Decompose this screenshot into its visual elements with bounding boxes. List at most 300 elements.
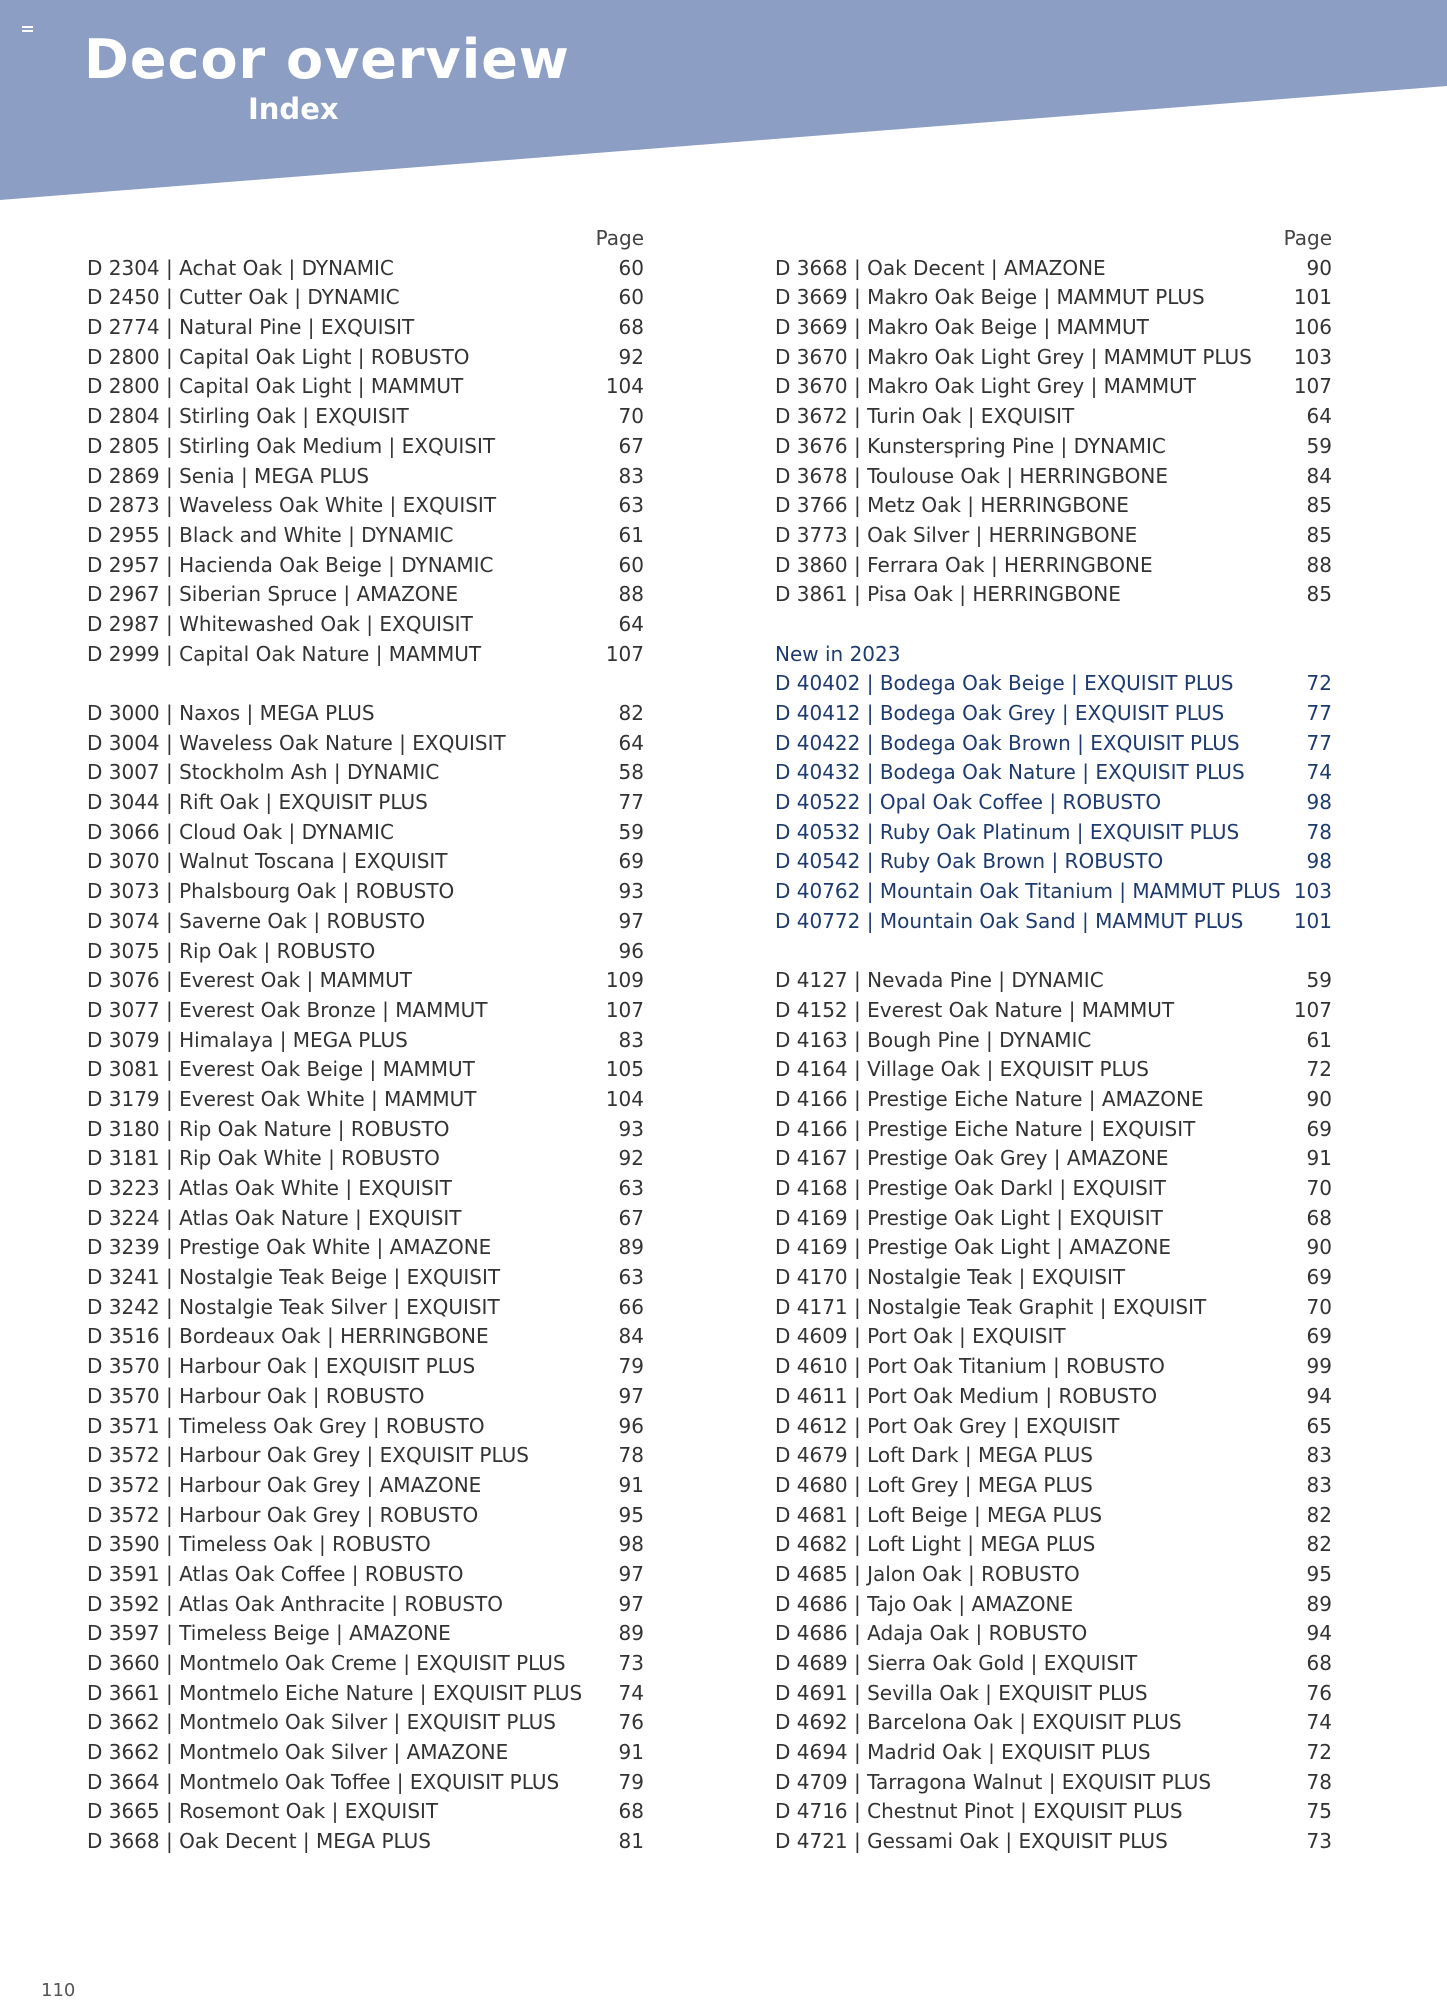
page-ref: 98 (618, 1532, 644, 1557)
decor-name: D 2450 | Cutter Oak | DYNAMIC (87, 285, 400, 310)
decor-name: D 4685 | Jalon Oak | ROBUSTO (775, 1561, 1080, 1586)
page-ref: 95 (1306, 1561, 1332, 1586)
page-ref: 74 (1306, 1710, 1332, 1735)
decor-name: D 3239 | Prestige Oak White | AMAZONE (87, 1235, 492, 1260)
decor-name: D 3570 | Harbour Oak | EXQUISIT PLUS (87, 1354, 476, 1379)
page-ref: 67 (618, 1205, 644, 1230)
index-entry (775, 907, 1332, 937)
index-entry (87, 699, 644, 729)
index-entry (87, 1382, 644, 1412)
page-ref: 72 (1306, 671, 1332, 696)
page-ref: 78 (618, 1443, 644, 1468)
page-ref: 70 (1306, 1294, 1332, 1319)
decor-name: D 4166 | Prestige Eiche Nature | EXQUISIT (775, 1116, 1196, 1141)
decor-name: D 3571 | Timeless Oak Grey | ROBUSTO (87, 1413, 485, 1438)
page-title: Decor overview (84, 28, 570, 91)
page-ref: 77 (618, 790, 644, 815)
page-ref: 101 (1293, 285, 1332, 310)
index-entry (775, 1590, 1332, 1620)
index-entry (87, 907, 644, 937)
decor-name: D 2304 | Achat Oak | DYNAMIC (87, 255, 394, 280)
page-ref: 90 (1306, 1235, 1332, 1260)
index-entry (775, 1501, 1332, 1531)
page-ref: 88 (618, 582, 644, 607)
index-entry (87, 1026, 644, 1056)
page-ref: 73 (618, 1651, 644, 1675)
page-ref: 68 (1306, 1205, 1332, 1230)
page-ref: 91 (618, 1472, 644, 1497)
index-entry (87, 432, 644, 462)
index-entry (775, 1144, 1332, 1174)
decor-name: D 4167 | Prestige Oak Grey | AMAZONE (775, 1146, 1169, 1171)
page-ref: 78 (1306, 1769, 1332, 1794)
page-ref: 94 (1306, 1621, 1332, 1646)
index-entry (87, 462, 644, 492)
decor-name: D 3000 | Naxos | MEGA PLUS (87, 701, 375, 725)
decor-name: D 4152 | Everest Oak Nature | MAMMUT (775, 997, 1175, 1022)
decor-name: D 4609 | Port Oak | EXQUISIT (775, 1324, 1066, 1349)
decor-name: D 3075 | Rip Oak | ROBUSTO (87, 938, 376, 963)
index-entry (87, 1352, 644, 1382)
page-ref: 91 (1306, 1146, 1332, 1171)
decor-name: D 4689 | Sierra Oak Gold | EXQUISIT (775, 1651, 1138, 1675)
decor-name: D 40762 | Mountain Oak Titanium | MAMMUT PLUS (775, 879, 1281, 904)
decor-name: D 3861 | Pisa Oak | HERRINGBONE (775, 582, 1121, 607)
index-entry (87, 788, 644, 818)
page-ref: 69 (1306, 1265, 1332, 1290)
page-ref: 76 (618, 1710, 644, 1735)
index-entry (775, 1619, 1332, 1649)
page-ref: 106 (1293, 315, 1332, 340)
decor-name: D 4611 | Port Oak Medium | ROBUSTO (775, 1383, 1158, 1408)
decor-name: D 3076 | Everest Oak | MAMMUT (87, 968, 412, 993)
page-ref: 59 (1306, 968, 1332, 993)
index-entry (87, 313, 644, 343)
page-ref: 66 (618, 1294, 644, 1319)
index-entry (87, 937, 644, 967)
new-in-2023-heading: New in 2023 (775, 641, 901, 666)
decor-name: D 4679 | Loft Dark | MEGA PLUS (775, 1443, 1093, 1468)
page-ref: 85 (1306, 493, 1332, 518)
decor-name: D 3592 | Atlas Oak Anthracite | ROBUSTO (87, 1591, 503, 1616)
page-ref: 70 (1306, 1176, 1332, 1200)
decor-name: D 2804 | Stirling Oak | EXQUISIT (87, 404, 409, 429)
decor-name: D 3074 | Saverne Oak | ROBUSTO (87, 908, 426, 933)
index-entry (775, 521, 1332, 551)
index-entry (775, 372, 1332, 402)
page-ref: 104 (605, 1086, 644, 1111)
decor-name: D 4127 | Nevada Pine | DYNAMIC (775, 968, 1104, 993)
decor-name: D 40522 | Opal Oak Coffee | ROBUSTO (775, 790, 1162, 815)
index-entry (775, 877, 1332, 907)
index-entry (87, 402, 644, 432)
index-entry (775, 1708, 1332, 1738)
index-entry (775, 669, 1332, 699)
index-entry (775, 343, 1332, 373)
page-ref: 83 (618, 1027, 644, 1052)
index-entry (775, 1441, 1332, 1471)
index-entry (87, 1263, 644, 1293)
index-entry (775, 729, 1332, 759)
page-ref: 63 (618, 1265, 644, 1290)
page-subtitle: Index (248, 92, 339, 126)
decor-name: D 3590 | Timeless Oak | ROBUSTO (87, 1532, 431, 1557)
decor-name: D 3773 | Oak Silver | HERRINGBONE (775, 522, 1138, 547)
decor-name: D 2873 | Waveless Oak White | EXQUISIT (87, 493, 497, 518)
page-ref: 79 (618, 1769, 644, 1794)
page-ref: 93 (618, 1116, 644, 1141)
decor-name: D 2800 | Capital Oak Light | MAMMUT (87, 374, 464, 399)
page-ref: 103 (1293, 344, 1332, 369)
index-entry (87, 1708, 644, 1738)
index-entry (775, 996, 1332, 1026)
page-ref: 68 (1306, 1651, 1332, 1675)
page-ref: 70 (618, 404, 644, 429)
decor-name: D 4612 | Port Oak Grey | EXQUISIT (775, 1413, 1120, 1438)
index-entry (775, 254, 1332, 284)
decor-name: D 3572 | Harbour Oak Grey | EXQUISIT PLUS (87, 1443, 529, 1468)
page-ref: 103 (1293, 879, 1332, 904)
decor-name: D 3044 | Rift Oak | EXQUISIT PLUS (87, 790, 428, 815)
decor-name: D 3079 | Himalaya | MEGA PLUS (87, 1027, 408, 1052)
decor-name: D 4681 | Loft Beige | MEGA PLUS (775, 1502, 1103, 1527)
page-ref: 77 (1306, 701, 1332, 725)
decor-name: D 3073 | Phalsbourg Oak | ROBUSTO (87, 879, 455, 904)
index-entry (87, 1471, 644, 1501)
decor-name: D 4694 | Madrid Oak | EXQUISIT PLUS (775, 1740, 1151, 1765)
decor-name: D 3670 | Makro Oak Light Grey | MAMMUT PLUS (775, 344, 1252, 369)
decor-name: D 3665 | Rosemont Oak | EXQUISIT (87, 1799, 439, 1824)
decor-name: D 4716 | Chestnut Pinot | EXQUISIT PLUS (775, 1799, 1183, 1824)
index-entry (775, 1352, 1332, 1382)
index-entry (775, 551, 1332, 581)
index-entry (87, 1085, 644, 1115)
page-column-header: Page (1283, 226, 1332, 250)
menu-icon[interactable] (22, 26, 33, 34)
index-entry (775, 847, 1332, 877)
decor-name: D 4166 | Prestige Eiche Nature | AMAZONE (775, 1086, 1204, 1111)
index-entry (87, 847, 644, 877)
decor-name: D 40412 | Bodega Oak Grey | EXQUISIT PLUS (775, 701, 1225, 725)
index-list (87, 254, 644, 670)
page-ref: 82 (1306, 1532, 1332, 1557)
decor-name: D 3662 | Montmelo Oak Silver | EXQUISIT PLUS (87, 1710, 556, 1735)
page-ref: 84 (1306, 463, 1332, 488)
index-list (775, 254, 1332, 610)
page-ref: 58 (618, 760, 644, 785)
decor-name: D 3242 | Nostalgie Teak Silver | EXQUISIT (87, 1294, 500, 1319)
index-entry (775, 818, 1332, 848)
index-entry (775, 788, 1332, 818)
index-entry (775, 1768, 1332, 1798)
index-entry (87, 1441, 644, 1471)
page-ref: 68 (618, 1799, 644, 1824)
index-entry (775, 1649, 1332, 1679)
page-ref: 64 (618, 730, 644, 755)
index-list (775, 966, 1332, 1857)
page-ref: 73 (1306, 1829, 1332, 1854)
page-ref: 90 (1306, 1086, 1332, 1111)
decor-name: D 4680 | Loft Grey | MEGA PLUS (775, 1472, 1093, 1497)
index-entry (775, 402, 1332, 432)
page-ref: 105 (605, 1057, 644, 1082)
page-ref: 59 (618, 819, 644, 844)
decor-name: D 4686 | Adaja Oak | ROBUSTO (775, 1621, 1088, 1646)
decor-name: D 3570 | Harbour Oak | ROBUSTO (87, 1383, 425, 1408)
decor-name: D 3224 | Atlas Oak Nature | EXQUISIT (87, 1205, 462, 1230)
page-ref: 101 (1293, 908, 1332, 933)
decor-name: D 3664 | Montmelo Oak Toffee | EXQUISIT PLUS (87, 1769, 560, 1794)
decor-name: D 4168 | Prestige Oak Darkl | EXQUISIT (775, 1176, 1166, 1200)
decor-name: D 3572 | Harbour Oak Grey | AMAZONE (87, 1472, 482, 1497)
index-entry (775, 1412, 1332, 1442)
index-entry (775, 1382, 1332, 1412)
page-ref: 74 (618, 1680, 644, 1705)
decor-name: D 4721 | Gessami Oak | EXQUISIT PLUS (775, 1829, 1168, 1854)
decor-name: D 3241 | Nostalgie Teak Beige | EXQUISIT (87, 1265, 501, 1290)
decor-name: D 3860 | Ferrara Oak | HERRINGBONE (775, 552, 1153, 577)
index-entry (87, 1530, 644, 1560)
index-entry (87, 1293, 644, 1323)
index-column-right (775, 224, 1332, 1857)
page-ref: 91 (618, 1740, 644, 1765)
page-ref: 79 (618, 1354, 644, 1379)
page-ref: 94 (1306, 1383, 1332, 1408)
index-entry (87, 1560, 644, 1590)
page-ref: 99 (1306, 1354, 1332, 1379)
index-entry (87, 1174, 644, 1204)
index-entry (87, 818, 644, 848)
page-ref: 60 (618, 255, 644, 280)
index-entry (775, 1560, 1332, 1590)
index-entry (775, 1322, 1332, 1352)
index-entry (775, 758, 1332, 788)
decor-name: D 3181 | Rip Oak White | ROBUSTO (87, 1146, 440, 1171)
index-entry (87, 1055, 644, 1085)
page-ref: 63 (618, 1176, 644, 1200)
index-entry (87, 580, 644, 610)
decor-name: D 2805 | Stirling Oak Medium | EXQUISIT (87, 433, 496, 458)
page-ref: 72 (1306, 1740, 1332, 1765)
decor-name: D 4169 | Prestige Oak Light | EXQUISIT (775, 1205, 1163, 1230)
decor-name: D 4692 | Barcelona Oak | EXQUISIT PLUS (775, 1710, 1182, 1735)
decor-name: D 3179 | Everest Oak White | MAMMUT (87, 1086, 477, 1111)
index-entry (775, 462, 1332, 492)
decor-name: D 4170 | Nostalgie Teak | EXQUISIT (775, 1265, 1126, 1290)
page-ref: 93 (618, 879, 644, 904)
page-ref: 75 (1306, 1799, 1332, 1824)
new-decor-list (775, 669, 1332, 936)
decor-name: D 3180 | Rip Oak Nature | ROBUSTO (87, 1116, 450, 1141)
page-ref: 107 (605, 997, 644, 1022)
page-ref: 107 (605, 641, 644, 666)
decor-name: D 4610 | Port Oak Titanium | ROBUSTO (775, 1354, 1165, 1379)
index-entry (87, 1649, 644, 1679)
index-entry (775, 283, 1332, 313)
index-column-left (87, 224, 644, 1857)
decor-name: D 40432 | Bodega Oak Nature | EXQUISIT PLUS (775, 760, 1245, 785)
decor-name: D 2800 | Capital Oak Light | ROBUSTO (87, 344, 470, 369)
page-ref: 65 (1306, 1413, 1332, 1438)
index-entry (87, 640, 644, 670)
decor-name: D 3081 | Everest Oak Beige | MAMMUT (87, 1057, 475, 1082)
decor-name: D 3669 | Makro Oak Beige | MAMMUT PLUS (775, 285, 1205, 310)
decor-name: D 2869 | Senia | MEGA PLUS (87, 463, 370, 488)
page-ref: 59 (1306, 433, 1332, 458)
page-ref: 60 (618, 285, 644, 310)
index-entry (87, 491, 644, 521)
page-ref: 82 (618, 701, 644, 725)
index-list (87, 699, 644, 1857)
index-entry (775, 1204, 1332, 1234)
page-ref: 69 (1306, 1324, 1332, 1349)
decor-name: D 3676 | Kunsterspring Pine | DYNAMIC (775, 433, 1166, 458)
page-ref: 98 (1306, 790, 1332, 815)
index-entry (87, 996, 644, 1026)
decor-name: D 2774 | Natural Pine | EXQUISIT (87, 315, 415, 340)
index-entry (775, 1679, 1332, 1709)
index-entry (87, 1144, 644, 1174)
page-number: 110 (41, 1980, 76, 2001)
page-ref: 69 (1306, 1116, 1332, 1141)
decor-name: D 3660 | Montmelo Oak Creme | EXQUISIT PLUS (87, 1651, 566, 1675)
decor-name: D 2999 | Capital Oak Nature | MAMMUT (87, 641, 482, 666)
index-entry (775, 1738, 1332, 1768)
page-ref: 104 (605, 374, 644, 399)
index-entry (87, 1501, 644, 1531)
page-ref: 90 (1306, 255, 1332, 280)
index-entry (87, 610, 644, 640)
decor-name: D 3766 | Metz Oak | HERRINGBONE (775, 493, 1129, 518)
index-entry (87, 1738, 644, 1768)
index-entry (87, 1797, 644, 1827)
page-ref: 97 (618, 1591, 644, 1616)
index-entry (775, 1055, 1332, 1085)
index-entry (775, 1293, 1332, 1323)
decor-name: D 2955 | Black and White | DYNAMIC (87, 522, 454, 547)
index-entry (87, 1322, 644, 1352)
page-ref: 74 (1306, 760, 1332, 785)
decor-name: D 4686 | Tajo Oak | AMAZONE (775, 1591, 1074, 1616)
index-entry (87, 1768, 644, 1798)
decor-name: D 3516 | Bordeaux Oak | HERRINGBONE (87, 1324, 489, 1349)
page-ref: 67 (618, 433, 644, 458)
page-ref: 96 (618, 938, 644, 963)
page-ref: 89 (618, 1621, 644, 1646)
page-ref: 84 (618, 1324, 644, 1349)
decor-name: D 3597 | Timeless Beige | AMAZONE (87, 1621, 451, 1646)
page-ref: 97 (618, 908, 644, 933)
page-ref: 68 (618, 315, 644, 340)
index-entry (87, 1679, 644, 1709)
index-entry (87, 283, 644, 313)
decor-name: D 4171 | Nostalgie Teak Graphit | EXQUISIT (775, 1294, 1207, 1319)
page-ref: 77 (1306, 730, 1332, 755)
decor-name: D 40422 | Bodega Oak Brown | EXQUISIT PLUS (775, 730, 1240, 755)
index-entry (775, 1085, 1332, 1115)
page-ref: 97 (618, 1561, 644, 1586)
page-ref: 107 (1293, 374, 1332, 399)
page-ref: 85 (1306, 582, 1332, 607)
decor-name: D 3669 | Makro Oak Beige | MAMMUT (775, 315, 1149, 340)
page-ref: 88 (1306, 552, 1332, 577)
page-ref: 89 (1306, 1591, 1332, 1616)
decor-name: D 40542 | Ruby Oak Brown | ROBUSTO (775, 849, 1164, 874)
page-ref: 82 (1306, 1502, 1332, 1527)
page-ref: 107 (1293, 997, 1332, 1022)
page-ref: 81 (618, 1829, 644, 1854)
index-entry (775, 580, 1332, 610)
page-ref: 72 (1306, 1057, 1332, 1082)
index-entry (775, 1797, 1332, 1827)
decor-name: D 4691 | Sevilla Oak | EXQUISIT PLUS (775, 1680, 1148, 1705)
index-entry (87, 372, 644, 402)
page-ref: 98 (1306, 849, 1332, 874)
decor-name: D 2987 | Whitewashed Oak | EXQUISIT (87, 611, 473, 636)
page-ref: 78 (1306, 819, 1332, 844)
index-entry (87, 1619, 644, 1649)
page-ref: 76 (1306, 1680, 1332, 1705)
index-entry (87, 1827, 644, 1857)
page-ref: 89 (618, 1235, 644, 1260)
decor-name: D 4709 | Tarragona Walnut | EXQUISIT PLUS (775, 1769, 1212, 1794)
index-entry (775, 966, 1332, 996)
decor-name: D 4169 | Prestige Oak Light | AMAZONE (775, 1235, 1172, 1260)
decor-name: D 3668 | Oak Decent | AMAZONE (775, 255, 1106, 280)
decor-name: D 2957 | Hacienda Oak Beige | DYNAMIC (87, 552, 494, 577)
index-entry (87, 1233, 644, 1263)
decor-name: D 2967 | Siberian Spruce | AMAZONE (87, 582, 459, 607)
index-entry (87, 966, 644, 996)
decor-name: D 3070 | Walnut Toscana | EXQUISIT (87, 849, 448, 874)
page-ref: 97 (618, 1383, 644, 1408)
index-entry (87, 877, 644, 907)
decor-name: D 3672 | Turin Oak | EXQUISIT (775, 404, 1075, 429)
index-entry (775, 432, 1332, 462)
index-entry (87, 1115, 644, 1145)
decor-name: D 4164 | Village Oak | EXQUISIT PLUS (775, 1057, 1149, 1082)
page-ref: 96 (618, 1413, 644, 1438)
index-entry (87, 343, 644, 373)
decor-name: D 3223 | Atlas Oak White | EXQUISIT (87, 1176, 452, 1200)
index-entry (775, 1233, 1332, 1263)
page-ref: 83 (618, 463, 644, 488)
decor-name: D 3066 | Cloud Oak | DYNAMIC (87, 819, 394, 844)
decor-name: D 3668 | Oak Decent | MEGA PLUS (87, 1829, 431, 1854)
page-ref: 83 (1306, 1443, 1332, 1468)
index-entry (775, 1115, 1332, 1145)
index-entry (87, 254, 644, 284)
index-entry (775, 1174, 1332, 1204)
index-entry (87, 1204, 644, 1234)
index-entry (775, 313, 1332, 343)
index-entry (87, 729, 644, 759)
index-entry (775, 1530, 1332, 1560)
index-entry (87, 1412, 644, 1442)
decor-name: D 3007 | Stockholm Ash | DYNAMIC (87, 760, 440, 785)
index-entry (775, 1471, 1332, 1501)
page-ref: 61 (1306, 1027, 1332, 1052)
index-entry (87, 1590, 644, 1620)
decor-name: D 40772 | Mountain Oak Sand | MAMMUT PLUS (775, 908, 1244, 933)
page-ref: 61 (618, 522, 644, 547)
page-ref: 60 (618, 552, 644, 577)
page-column-header: Page (595, 226, 644, 250)
decor-name: D 3670 | Makro Oak Light Grey | MAMMUT (775, 374, 1196, 399)
page-ref: 109 (605, 968, 644, 993)
page-ref: 83 (1306, 1472, 1332, 1497)
page-ref: 64 (618, 611, 644, 636)
